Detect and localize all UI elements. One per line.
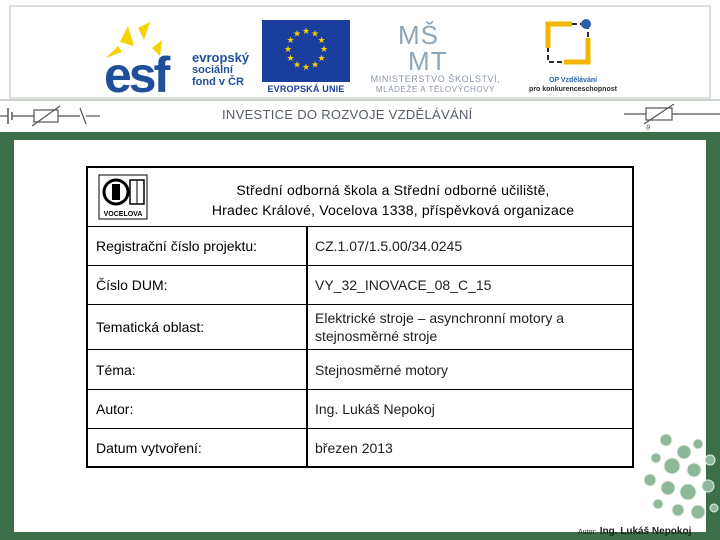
table-row xyxy=(88,227,632,266)
slogan: INVESTICE DO ROZVOJE VZDĚLÁVÁNÍ xyxy=(222,107,473,122)
row-label: Datum vytvoření: xyxy=(96,439,202,456)
author-credit-name: Ing. Lukáš Nepokoj xyxy=(599,526,692,537)
column-divider xyxy=(306,429,308,466)
circuit-symbol-right-icon xyxy=(624,104,720,132)
msmt-line2: MLÁDEŽE A TĚLOVÝCHOVY xyxy=(375,85,496,94)
svg-text:★: ★ xyxy=(317,36,326,46)
school-name-line2: Hradec Králové, Vocelova 1338, příspěvková organizace xyxy=(211,202,575,218)
eu-caption: EVROPSKÁ UNIE xyxy=(267,84,345,94)
column-divider xyxy=(306,227,308,265)
column-divider xyxy=(306,266,308,304)
author-credit-label: Autor: xyxy=(578,529,597,536)
svg-text:★: ★ xyxy=(310,60,320,71)
row-label: Číslo DUM: xyxy=(96,277,168,293)
svg-text:MŠ: MŠ xyxy=(398,20,439,50)
svg-text:★: ★ xyxy=(292,29,302,40)
row-value: VY_32_INOVACE_08_C_15 xyxy=(315,277,492,293)
esf-line1: evropský xyxy=(192,50,250,65)
author-credit xyxy=(578,526,691,537)
svg-text:★: ★ xyxy=(301,27,311,37)
table-row xyxy=(88,266,632,305)
school-logo-icon xyxy=(98,174,148,220)
svg-text:★: ★ xyxy=(283,45,293,55)
project-info-table xyxy=(86,166,634,468)
svg-text:★: ★ xyxy=(317,54,326,64)
svg-text:★: ★ xyxy=(319,45,329,55)
svg-text:★: ★ xyxy=(301,63,311,73)
svg-text:MT: MT xyxy=(408,46,448,72)
eu-stars-icon xyxy=(262,20,350,82)
column-divider xyxy=(306,350,308,389)
column-divider xyxy=(306,390,308,428)
row-value: Elektrické stroje – asynchronní motory a stejnosměrné stroje xyxy=(315,310,564,344)
row-label: Tematická oblast: xyxy=(96,319,205,335)
circuit-symbol-left-icon xyxy=(0,104,100,128)
svg-text:esf: esf xyxy=(104,47,168,102)
table-row xyxy=(88,390,632,429)
header-band xyxy=(0,0,720,132)
school-name xyxy=(160,180,626,220)
logo-strip xyxy=(100,18,625,102)
svg-text:★: ★ xyxy=(310,29,320,40)
decorative-dots-icon xyxy=(636,432,720,524)
esf-logo xyxy=(100,18,255,102)
svg-text:ϑ: ϑ xyxy=(646,124,651,132)
op-mark-icon xyxy=(542,18,598,70)
op-caption xyxy=(518,76,628,94)
table-row xyxy=(88,305,632,350)
msmt-line1: MINISTERSTVO ŠKOLSTVÍ, xyxy=(370,74,501,84)
row-value: Ing. Lukáš Nepokoj xyxy=(315,401,435,417)
school-title-row xyxy=(88,168,632,227)
row-label: Registrační číslo projektu: xyxy=(96,238,258,254)
op-line2: pro konkurenceschopnost xyxy=(529,86,617,93)
row-value: Stejnosměrné motory xyxy=(315,361,449,378)
msmt-logo xyxy=(358,20,513,100)
school-name-line1: Střední odborná škola a Střední odborné učiliště, xyxy=(236,182,550,198)
esf-line3: fond v ČR xyxy=(192,76,244,88)
op-line1: OP Vzdělávání xyxy=(548,77,598,84)
column-divider xyxy=(306,305,308,349)
op-logo xyxy=(518,18,628,102)
esf-caption xyxy=(192,52,249,88)
esf-line2: sociální xyxy=(192,64,233,76)
svg-text:★: ★ xyxy=(286,36,295,46)
row-value: CZ.1.07/1.5.00/34.0245 xyxy=(315,238,463,254)
row-value: březen 2013 xyxy=(315,439,393,456)
msmt-mark-icon xyxy=(398,20,462,72)
svg-text:★: ★ xyxy=(292,60,302,71)
row-label: Téma: xyxy=(96,361,136,378)
table-row xyxy=(88,429,632,466)
school-logo-text: VOCELOVA xyxy=(103,211,143,218)
eu-logo xyxy=(262,20,350,100)
svg-text:★: ★ xyxy=(286,54,295,64)
table-row xyxy=(88,350,632,390)
row-label: Autor: xyxy=(96,401,134,417)
eu-flag xyxy=(262,20,350,82)
esf-mark-icon xyxy=(100,18,192,102)
